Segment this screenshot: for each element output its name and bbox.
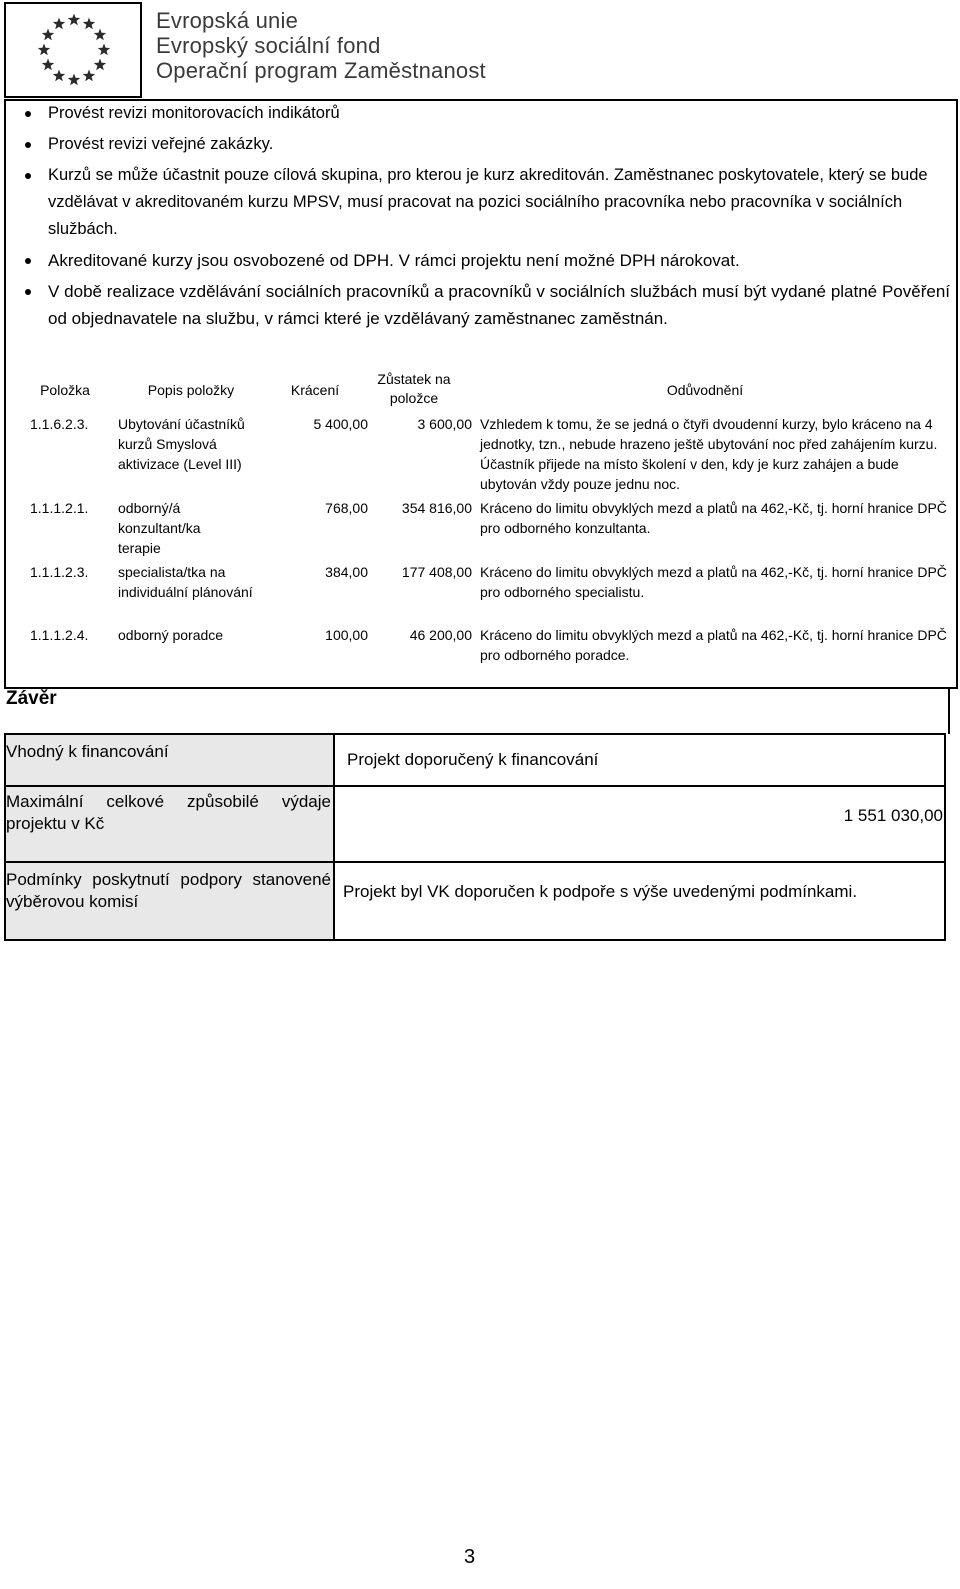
row-cut: 100,00 (325, 627, 368, 643)
table-row (30, 414, 950, 498)
row-justification: Kráceno do limitu obvyklých mezd a platů na 462,-Kč, tj. horní hranice DPČ pro odborného specialistu. (480, 564, 947, 600)
star-icon (83, 69, 95, 81)
logo-line-2: Evropský sociální fond (156, 33, 381, 58)
conclusion-label-suitable: Vhodný k financování (4, 735, 333, 785)
logo-text (156, 8, 486, 83)
star-icon (83, 18, 95, 30)
row-rest: 46 200,00 (409, 627, 472, 643)
row-id: 1.1.1.2.3. (30, 564, 89, 580)
conclusion-value-conditions: Projekt byl VK doporučen k podpoře s výše uvedenými podmínkami. (343, 882, 858, 901)
header-kraceni: Krácení (290, 382, 340, 398)
table-row (30, 498, 950, 562)
row-justification: Kráceno do limitu obvyklých mezd a platů na 462,-Kč, tj. horní hranice DPČ pro odborného konzultanta. (480, 500, 947, 536)
table-header (30, 368, 950, 414)
row-cut: 384,00 (325, 564, 368, 580)
divider (333, 733, 335, 941)
star-icon (38, 44, 50, 56)
list-item: Provést revizi veřejné zakázky. (22, 131, 950, 158)
conclusion-label-max-expenses: Maximální celkové způsobilé výdaje projektu v Kč (4, 787, 333, 861)
conclusion-title: Závěr (6, 688, 57, 709)
list-item: V době realizace vzdělávání sociálních pracovníků a pracovníků v sociálních službách musí být vydané platné Pověření od objednavatele na službu, v rámci které je vzdělávaný zaměstnanec zaměstnán. (22, 278, 950, 332)
divider (4, 861, 946, 863)
list-item: Akreditované kurzy jsou osvobozené od DPH. V rámci projektu není možné DPH nárokovat. (22, 247, 950, 274)
row-desc: Ubytování účastníků kurzů Smyslová aktivizace (Level III) (118, 416, 245, 472)
conclusion-label-conditions: Podmínky poskytnutí podpory stanovené výběrovou komisí (4, 863, 333, 939)
conclusion-value-max-expenses: 1 551 030,00 (843, 806, 943, 825)
star-icon (42, 29, 54, 41)
star-icon (68, 14, 80, 26)
row-cut: 768,00 (325, 500, 368, 516)
page-number: 3 (464, 1546, 476, 1568)
row-rest: 354 816,00 (401, 500, 472, 516)
conclusion-divider (948, 688, 950, 734)
conditions-list (22, 100, 950, 336)
star-icon (53, 69, 65, 81)
star-icon (42, 59, 54, 71)
star-icon (94, 59, 106, 71)
row-justification: Kráceno do limitu obvyklých mezd a platů na 462,-Kč, tj. horní hranice DPČ pro odborného poradce. (480, 627, 947, 663)
eu-flag-logo (4, 2, 142, 98)
divider (4, 785, 946, 787)
star-icon (53, 18, 65, 30)
budget-cuts-table (30, 368, 950, 669)
header-oduvodneni: Odůvodnění (666, 382, 744, 398)
row-desc: specialista/tka na individuální plánování (118, 564, 253, 600)
row-id: 1.1.1.2.4. (30, 627, 89, 643)
star-icon (68, 74, 80, 86)
logo-line-1: Evropská unie (156, 8, 299, 33)
row-justification: Vzhledem k tomu, že se jedná o čtyři dvoudenní kurzy, bylo kráceno na 4 jednotky, tzn., nebude hrazeno ještě ubytování noc před zahájením kurzu. Účastník přijede na místo školení v den, kdy je kurz zahájen a bude ubytován vždy pouze jednu noc. (480, 416, 938, 492)
header-zustatek: Zůstatek na položce (377, 371, 451, 406)
row-desc: odborný/á konzultant/ka terapie (118, 500, 201, 556)
star-icon (98, 44, 110, 56)
eu-stars-icon (6, 4, 140, 96)
conclusion-value-suitable: Projekt doporučený k financování (347, 750, 599, 769)
row-rest: 3 600,00 (417, 416, 472, 432)
row-id: 1.1.1.2.1. (30, 500, 89, 516)
row-rest: 177 408,00 (401, 564, 472, 580)
logo-line-3: Operační program Zaměstnanost (156, 58, 486, 83)
table-row (30, 625, 950, 669)
header-popis: Popis položky (147, 382, 235, 398)
row-desc: odborný poradce (118, 627, 224, 643)
row-id: 1.1.6.2.3. (30, 416, 89, 432)
table-row (30, 562, 950, 625)
header-polozka: Položka (40, 382, 90, 398)
list-item: Kurzů se může účastnit pouze cílová skupina, pro kterou je kurz akreditován. Zaměstnanec poskytovatele, který se bude vzdělávat v akreditovaném kurzu MPSV, musí pracovat na pozici sociálního pracovníka nebo pracovníka v sociálních službách. (22, 162, 950, 243)
row-cut: 5 400,00 (313, 416, 368, 432)
star-icon (94, 29, 106, 41)
list-item: Provést revizi monitorovacích indikátorů (22, 100, 950, 127)
